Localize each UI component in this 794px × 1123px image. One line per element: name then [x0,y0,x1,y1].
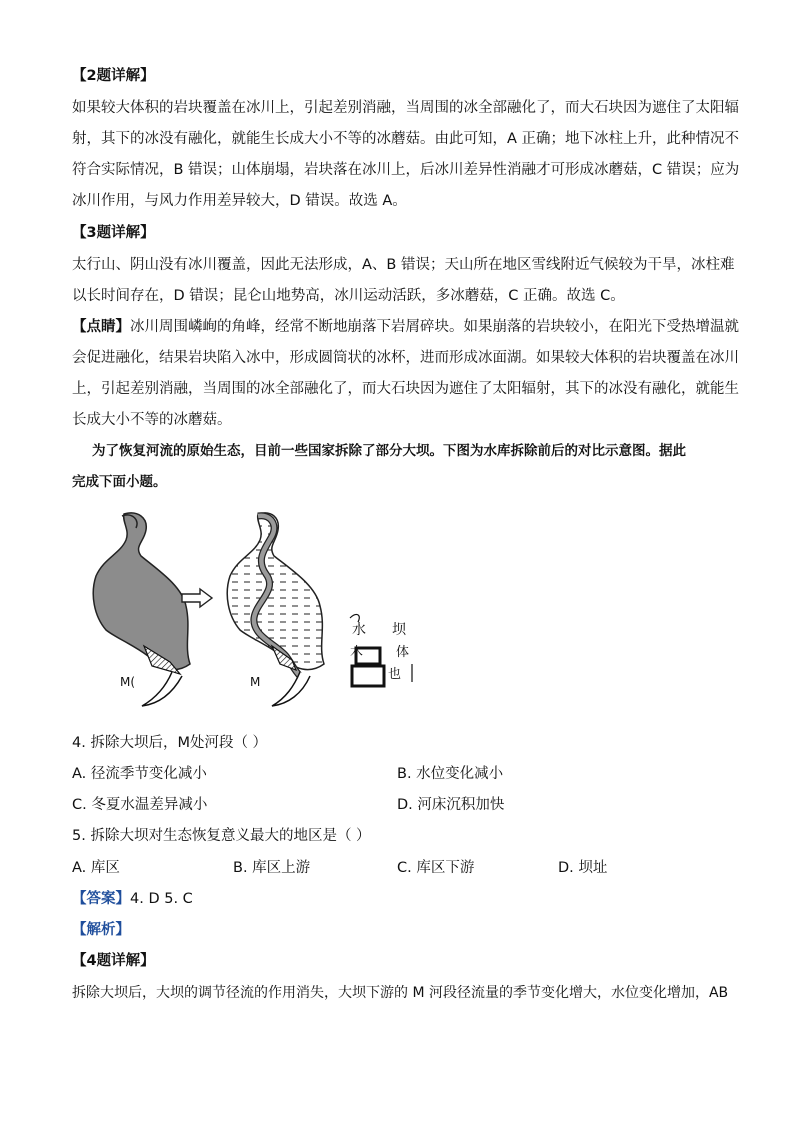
q4-option-b[interactable]: B. 水位变化减小 [397,766,504,782]
q2-line-2: 射，其下的冰没有融化，就能生长成大小不等的冰蘑菇。由此可知，A 正确；地下冰柱上升，此种情况不 [72,131,740,147]
q4d-line-1: 拆除大坝后，大坝的调节径流的作用消失，大坝下游的 M 河段径流量的季节变化增大，水位变化增加，AB [72,985,729,1001]
q2-line-3: 符合实际情况，B 错误；山体崩塌，岩块落在冰川上，后冰川差异性消融才可形成冰蘑菇，C 错误；应为 [72,162,740,178]
q4-stem: 4. 拆除大坝后，M处河段（ ） [72,735,268,751]
q4d-heading: 【4题详解】 [72,953,155,969]
dianjing-line-4: 长成大小不等的冰蘑菇。 [72,412,232,428]
q3-heading: 【3题详解】 [72,225,155,241]
legend-water: 水 [352,622,366,638]
answer-line [72,889,193,909]
m-label-right: M [250,675,261,689]
reservoir-before [93,513,190,670]
legend-ye: 也 [388,667,402,682]
q5-option-a[interactable]: A. 库区 [72,860,120,876]
intro-line-1: 为了恢复河流的原始生态，目前一些国家拆除了部分大坝。下图为水库拆除前后的对比示意图。据此 [92,443,686,459]
q5-option-d[interactable]: D. 坝址 [558,860,608,876]
intro-line-2: 完成下面小题。 [72,474,167,490]
q4-option-d[interactable]: D. 河床沉积加快 [397,797,505,813]
dianjing-first: 冰川周围嶙峋的角峰，经常不断地崩落下岩屑碎块。如果崩落的岩块较小，在阳光下受热增温就 [130,319,739,335]
q2-heading: 【2题详解】 [72,68,155,84]
q5-stem: 5. 拆除大坝对生态恢复意义最大的地区是（ ） [72,828,371,844]
m-label-left: M( [120,675,136,689]
legend-wood: 木 [350,645,364,660]
answer-label: 【答案】 [72,891,130,907]
river-downstream-right [272,672,310,706]
legend-box-bottom [352,666,384,686]
dianjing-line-1 [72,317,739,337]
q2-line-1: 如果较大体积的岩块覆盖在冰川上，引起差别消融，当周围的冰全部融化了，而大石块因为遮住了太阳辐 [72,100,739,116]
answer-text: 4. D 5. C [130,891,193,907]
river-downstream-left [142,672,182,706]
legend-dam: 坝 [392,622,406,638]
q5-option-c[interactable]: C. 库区下游 [397,860,475,876]
jiexi-label: 【解析】 [72,922,130,938]
q5-option-b[interactable]: B. 库区上游 [233,860,311,876]
legend-body: 体 [396,645,410,660]
q4-option-c[interactable]: C. 冬夏水温差异减小 [72,797,208,813]
dianjing-label: 【点睛】 [72,319,130,335]
q4-option-a[interactable]: A. 径流季节变化减小 [72,766,207,782]
q3-line-1: 太行山、阴山没有冰川覆盖，因此无法形成，A、B 错误；天山所在地区雪线附近气候较为干旱，冰柱难 [72,257,735,273]
dianjing-line-3: 上，引起差别消融，当周围的冰全部融化了，而大石块因为遮住了太阳辐射，其下的冰没有融化，就能生 [72,381,739,397]
dianjing-line-2: 会促进融化，结果岩块陷入冰中，形成圆筒状的冰杯，进而形成冰面湖。如果较大体积的岩块覆盖在冰川 [72,350,739,366]
reservoir-diagram [86,506,436,716]
q3-line-2: 以长时间存在，D 错误；昆仑山地势高，冰川运动活跃，多冰蘑菇，C 正确。故选 C。 [72,288,625,304]
q2-line-4: 冰川作用，与风力作用差异较大，D 错误。故选 A。 [72,193,407,209]
arrow-icon [182,589,212,607]
